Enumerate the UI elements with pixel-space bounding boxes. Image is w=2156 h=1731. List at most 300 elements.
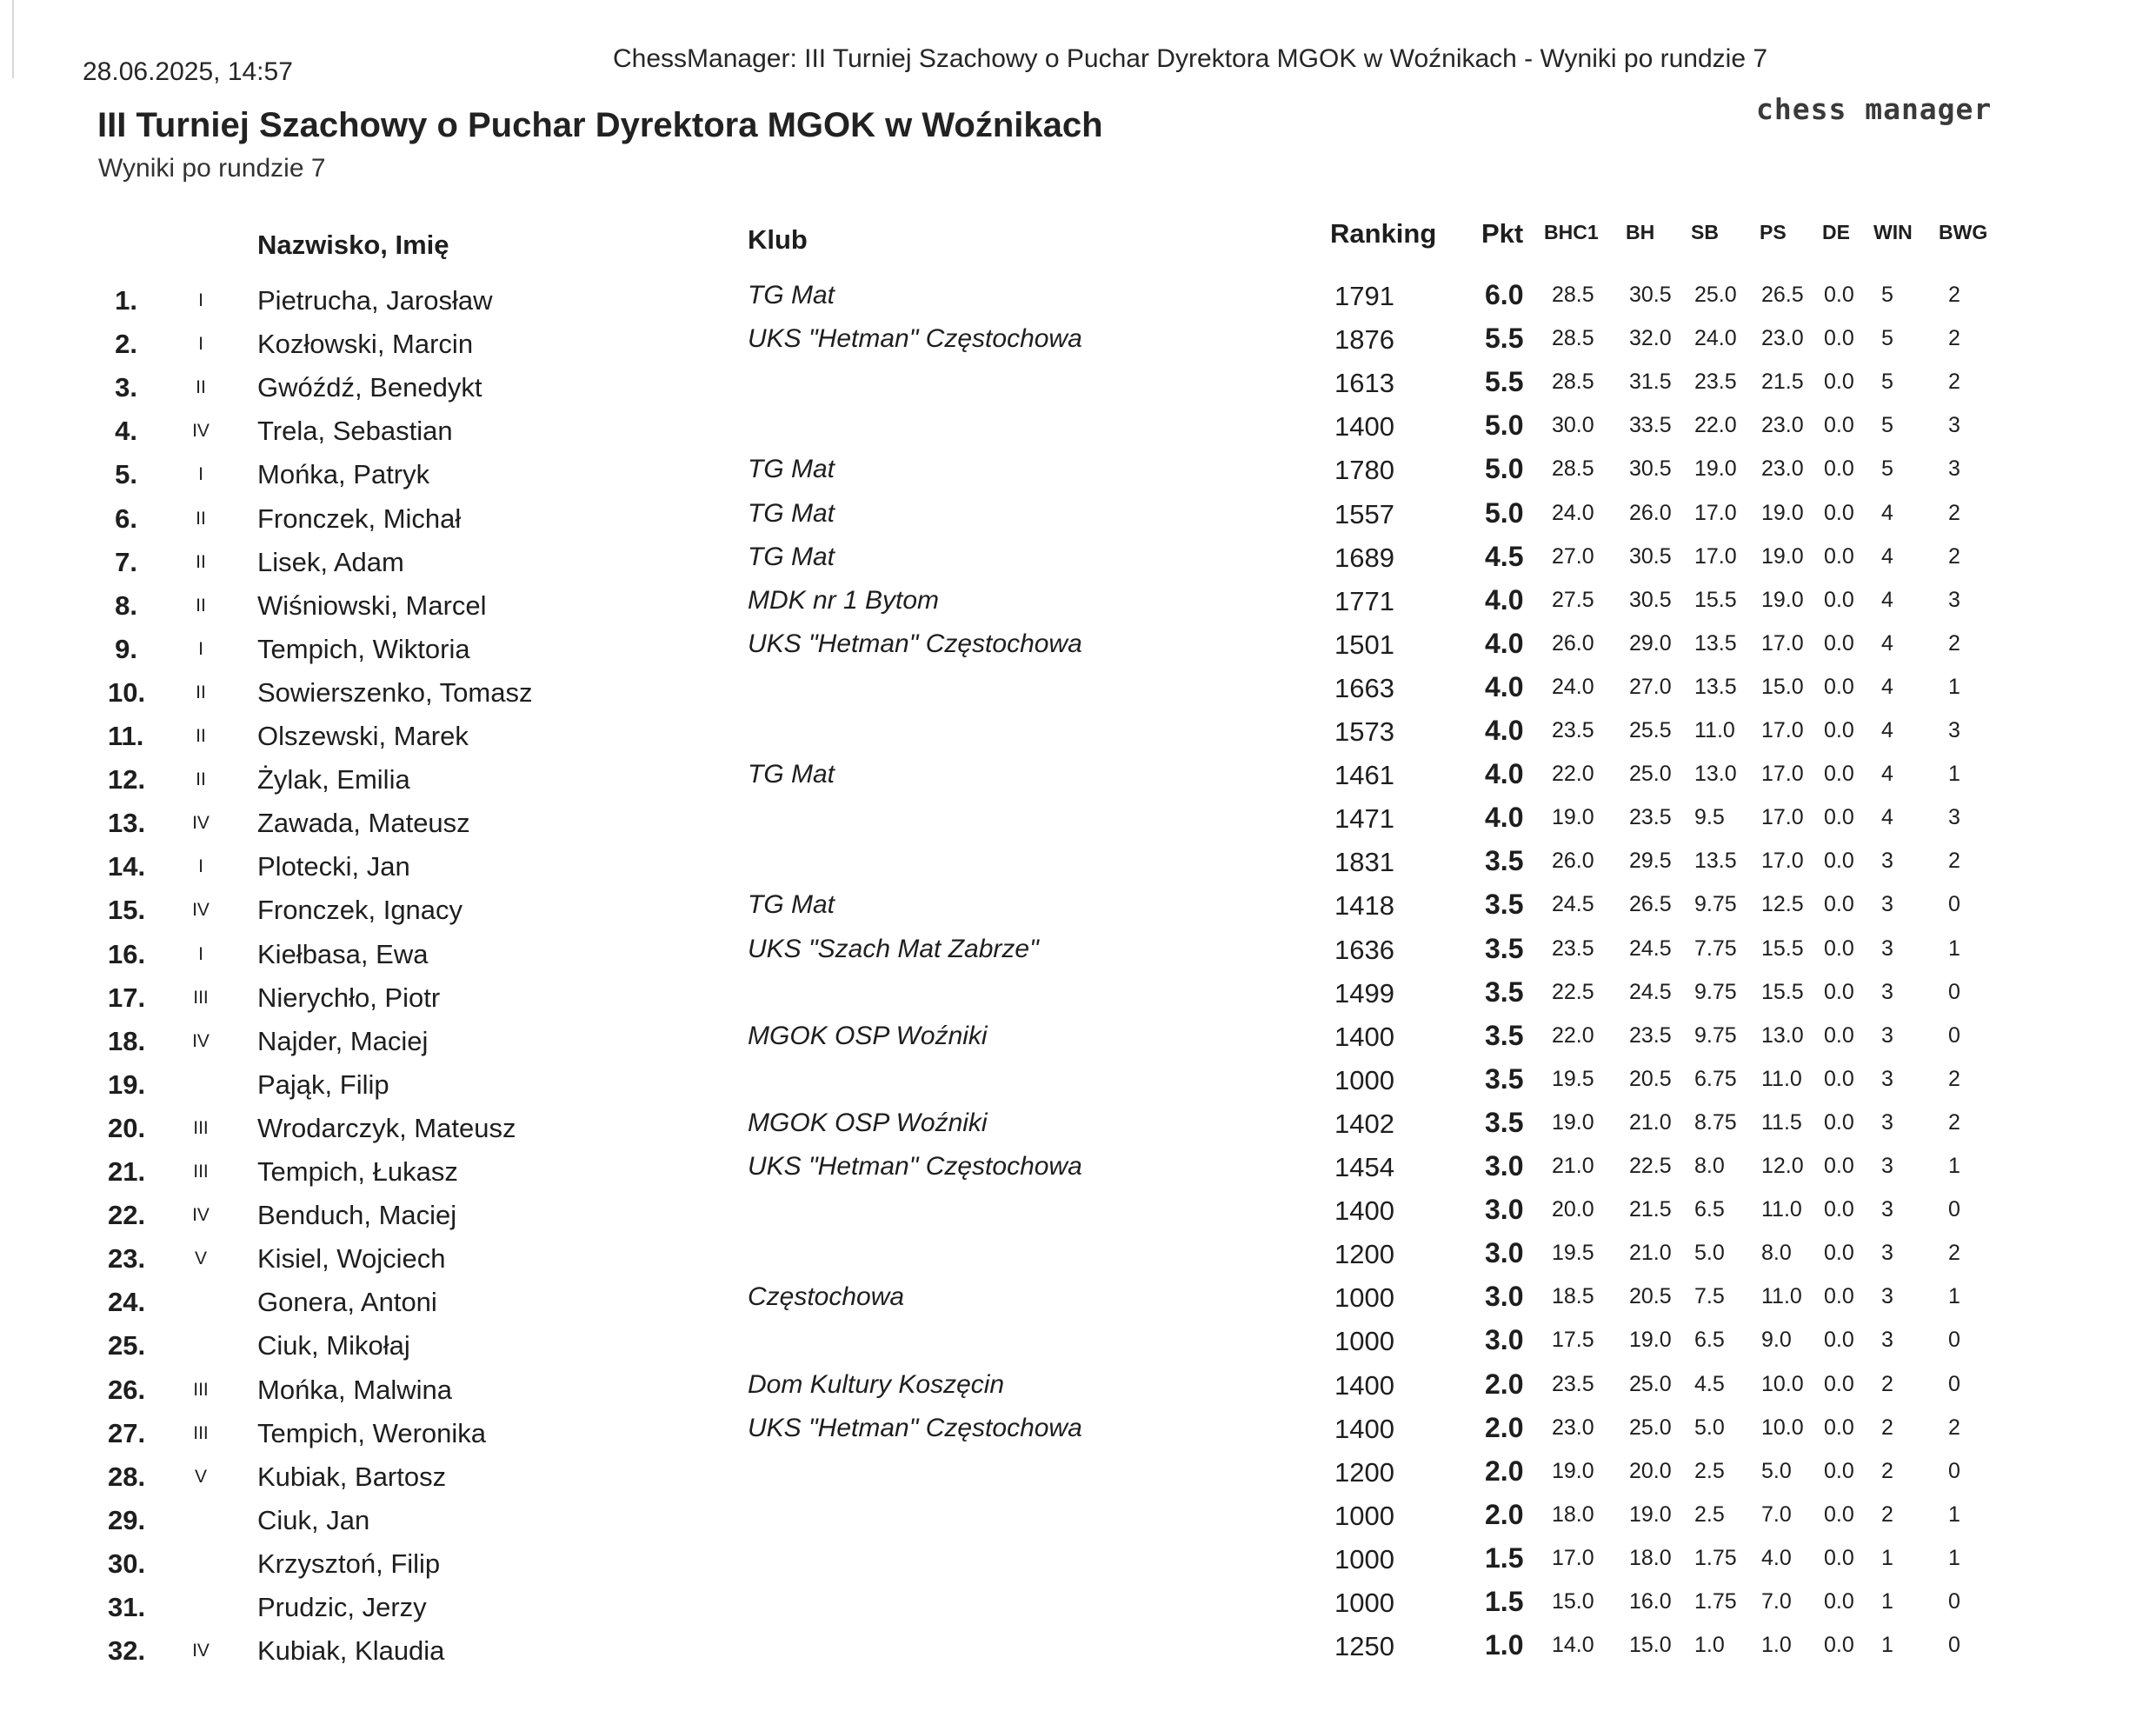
cell-bwg: 0 <box>1948 1328 1960 1353</box>
cell-win: 4 <box>1881 630 1893 656</box>
cell-rank: 1000 <box>1334 1500 1394 1531</box>
table-row <box>0 802 2156 851</box>
cell-place: 29. <box>108 1504 146 1535</box>
cell-club: UKS "Hetman" Częstochowa <box>748 1413 1082 1442</box>
cell-bhc1: 24.0 <box>1552 674 1594 699</box>
cell-pkt: 3.0 <box>1485 1281 1524 1313</box>
cell-bh: 33.5 <box>1629 413 1672 438</box>
cell-pkt: 4.0 <box>1485 583 1524 616</box>
cell-bh: 20.5 <box>1629 1066 1672 1091</box>
cell-pkt: 2.0 <box>1485 1368 1524 1400</box>
cell-bwg: 2 <box>1948 370 1960 395</box>
cell-bhc1: 18.0 <box>1552 1501 1594 1527</box>
cell-place: 15. <box>108 895 146 926</box>
cell-sb: 5.0 <box>1694 1415 1725 1440</box>
cell-place: 4. <box>115 416 137 447</box>
cell-bwg: 2 <box>1948 326 1960 351</box>
cell-pkt: 3.5 <box>1485 1062 1524 1095</box>
cell-ps: 7.0 <box>1761 1589 1792 1614</box>
cell-bhc1: 15.0 <box>1552 1589 1594 1614</box>
cell-win: 2 <box>1881 1415 1893 1440</box>
cell-bwg: 0 <box>1948 1633 1960 1658</box>
cell-ps: 7.0 <box>1761 1501 1792 1527</box>
cell-name: Wrodarczyk, Mateusz <box>257 1112 516 1143</box>
col-header-bh: BH <box>1626 221 1655 243</box>
cell-pkt: 5.0 <box>1485 496 1524 529</box>
cell-de: 0.0 <box>1824 674 1854 699</box>
cell-ps: 13.0 <box>1761 1022 1804 1048</box>
cell-bhc1: 22.5 <box>1552 979 1594 1004</box>
cell-cat: II <box>196 769 206 790</box>
cell-de: 0.0 <box>1824 1633 1854 1658</box>
cell-de: 0.0 <box>1824 762 1854 787</box>
cell-bhc1: 26.0 <box>1552 630 1594 656</box>
cell-de: 0.0 <box>1824 456 1854 482</box>
cell-win: 3 <box>1881 1022 1893 1048</box>
cell-cat: II <box>196 508 206 529</box>
table-row <box>0 627 2156 677</box>
cell-win: 4 <box>1881 718 1893 742</box>
cell-sb: 6.5 <box>1694 1197 1725 1222</box>
cell-de: 0.0 <box>1824 1371 1854 1396</box>
cell-bh: 24.5 <box>1629 935 1672 961</box>
cell-rank: 1402 <box>1334 1108 1394 1139</box>
cell-ps: 15.0 <box>1761 674 1804 699</box>
cell-bhc1: 18.5 <box>1552 1284 1594 1309</box>
cell-win: 2 <box>1881 1371 1893 1396</box>
table-row <box>0 1455 2156 1505</box>
cell-bh: 31.5 <box>1629 370 1672 395</box>
cell-bh: 30.5 <box>1629 543 1672 569</box>
cell-club: UKS "Hetman" Częstochowa <box>748 1152 1082 1181</box>
cell-pkt: 5.0 <box>1485 409 1524 442</box>
cell-name: Najder, Maciej <box>257 1025 429 1056</box>
cell-rank: 1200 <box>1334 1456 1394 1488</box>
cell-rank: 1791 <box>1334 281 1394 311</box>
cell-bh: 22.5 <box>1629 1154 1672 1178</box>
cell-sb: 1.75 <box>1694 1589 1737 1614</box>
cell-bh: 20.0 <box>1629 1458 1672 1483</box>
cell-bh: 27.0 <box>1629 674 1672 699</box>
cell-club: TG Mat <box>748 281 835 310</box>
table-row <box>0 1194 2156 1243</box>
cell-name: Sowierszenko, Tomasz <box>257 676 533 708</box>
col-header-ranking: Ranking <box>1330 218 1437 249</box>
cell-bh: 19.0 <box>1629 1328 1672 1353</box>
cell-win: 4 <box>1881 805 1893 830</box>
cell-ps: 26.5 <box>1761 283 1804 307</box>
cell-ps: 4.0 <box>1761 1545 1792 1570</box>
table-row <box>0 889 2156 938</box>
table-row <box>0 845 2156 895</box>
table-row <box>0 323 2156 372</box>
cell-cat: III <box>193 1422 209 1443</box>
cell-bwg: 2 <box>1948 1066 1960 1091</box>
cell-de: 0.0 <box>1824 1197 1854 1222</box>
cell-win: 4 <box>1881 500 1893 525</box>
cell-place: 31. <box>108 1592 146 1622</box>
cell-club: Częstochowa <box>748 1282 905 1312</box>
cell-bh: 25.5 <box>1629 718 1672 742</box>
cell-ps: 8.0 <box>1761 1241 1792 1266</box>
cell-de: 0.0 <box>1824 1458 1854 1483</box>
cell-win: 2 <box>1881 1458 1893 1483</box>
cell-bhc1: 22.0 <box>1552 1022 1594 1048</box>
cell-bwg: 2 <box>1948 543 1960 569</box>
cell-club: UKS "Hetman" Częstochowa <box>748 629 1082 658</box>
cell-place: 20. <box>108 1112 146 1143</box>
cell-ps: 17.0 <box>1761 805 1804 830</box>
cell-win: 5 <box>1881 456 1893 482</box>
cell-place: 24. <box>108 1287 146 1318</box>
cell-name: Fronczek, Michał <box>257 503 462 534</box>
cell-bhc1: 27.0 <box>1552 543 1594 569</box>
cell-ps: 10.0 <box>1761 1371 1804 1396</box>
cell-name: Żylak, Emilia <box>257 764 410 796</box>
table-row <box>0 715 2156 764</box>
cell-pkt: 1.0 <box>1485 1629 1524 1661</box>
cell-bh: 30.5 <box>1629 283 1672 307</box>
cell-bh: 24.5 <box>1629 979 1672 1004</box>
cell-win: 4 <box>1881 674 1893 699</box>
cell-bwg: 1 <box>1948 674 1960 699</box>
cell-bh: 21.0 <box>1629 1241 1672 1266</box>
cell-name: Plotecki, Jan <box>257 851 410 882</box>
cell-place: 18. <box>108 1025 146 1056</box>
cell-ps: 5.0 <box>1761 1458 1792 1483</box>
cell-sb: 15.5 <box>1694 587 1737 612</box>
cell-de: 0.0 <box>1824 979 1854 1004</box>
cell-bwg: 1 <box>1948 762 1960 787</box>
cell-pkt: 4.0 <box>1485 802 1524 834</box>
cell-ps: 23.0 <box>1761 413 1804 438</box>
cell-bwg: 0 <box>1948 1458 1960 1483</box>
cell-place: 26. <box>108 1374 146 1405</box>
cell-rank: 1000 <box>1334 1326 1394 1357</box>
cell-place: 6. <box>115 503 137 534</box>
cell-club: Dom Kultury Koszęcin <box>748 1369 1005 1399</box>
cell-place: 12. <box>108 764 146 796</box>
table-row <box>0 1150 2156 1200</box>
cell-sb: 4.5 <box>1694 1371 1725 1396</box>
cell-cat: IV <box>192 1641 210 1661</box>
cell-name: Pietrucha, Jarosław <box>257 285 493 316</box>
cell-cat: IV <box>192 900 210 921</box>
table-row <box>0 1629 2156 1679</box>
cell-cat: I <box>198 464 203 485</box>
cell-win: 3 <box>1881 1284 1893 1309</box>
cell-ps: 17.0 <box>1761 849 1804 874</box>
cell-win: 4 <box>1881 543 1893 569</box>
cell-pkt: 2.0 <box>1485 1455 1524 1487</box>
cell-bwg: 3 <box>1948 805 1960 830</box>
cell-bh: 19.0 <box>1629 1501 1672 1527</box>
cell-ps: 12.0 <box>1761 1154 1804 1178</box>
cell-bwg: 3 <box>1948 456 1960 482</box>
table-row <box>0 453 2156 503</box>
print-page-title: ChessManager: III Turniej Szachowy o Puchar Dyrektora MGOK w Woźnikach - Wyniki po rundzie 7 <box>613 44 1768 73</box>
cell-ps: 11.5 <box>1761 1109 1802 1135</box>
cell-bwg: 1 <box>1948 1284 1960 1309</box>
cell-sb: 6.75 <box>1694 1066 1737 1091</box>
cell-club: TG Mat <box>748 760 835 789</box>
cell-place: 22. <box>108 1200 146 1231</box>
cell-bwg: 0 <box>1948 1022 1960 1048</box>
cell-sb: 1.75 <box>1694 1545 1737 1570</box>
cell-name: Gonera, Antoni <box>257 1287 437 1318</box>
cell-pkt: 5.5 <box>1485 323 1524 355</box>
cell-de: 0.0 <box>1824 1284 1854 1309</box>
cell-bhc1: 14.0 <box>1552 1633 1594 1658</box>
table-row <box>0 1281 2156 1330</box>
cell-cat: III <box>193 1117 209 1138</box>
cell-cat: IV <box>192 813 210 834</box>
cell-bwg: 2 <box>1948 1109 1960 1135</box>
cell-bwg: 2 <box>1948 1241 1960 1266</box>
cell-ps: 21.5 <box>1761 370 1804 395</box>
cell-bwg: 0 <box>1948 1589 1960 1614</box>
cell-bhc1: 23.0 <box>1552 1415 1594 1440</box>
cell-bwg: 0 <box>1948 1197 1960 1222</box>
cell-sb: 5.0 <box>1694 1241 1725 1266</box>
cell-de: 0.0 <box>1824 543 1854 569</box>
cell-sb: 7.75 <box>1694 935 1737 961</box>
cell-pkt: 2.0 <box>1485 1411 1524 1443</box>
cell-sb: 6.5 <box>1694 1328 1725 1353</box>
cell-pkt: 1.5 <box>1485 1586 1524 1617</box>
cell-cat: I <box>198 943 203 964</box>
cell-win: 4 <box>1881 587 1893 612</box>
cell-name: Kubiak, Klaudia <box>257 1635 445 1667</box>
cell-place: 7. <box>115 546 137 577</box>
cell-pkt: 3.5 <box>1485 932 1524 964</box>
cell-rank: 1501 <box>1334 629 1394 660</box>
cell-win: 3 <box>1881 1328 1893 1353</box>
cell-pkt: 4.0 <box>1485 627 1524 659</box>
cell-de: 0.0 <box>1824 413 1854 438</box>
cell-cat: II <box>196 595 206 616</box>
cell-sb: 9.5 <box>1694 805 1725 830</box>
cell-sb: 2.5 <box>1694 1501 1725 1527</box>
cell-rank: 1831 <box>1334 847 1394 878</box>
cell-rank: 1557 <box>1334 498 1394 529</box>
cell-bwg: 0 <box>1948 979 1960 1004</box>
cell-bwg: 2 <box>1948 1415 1960 1440</box>
cell-name: Krzysztoń, Filip <box>257 1548 441 1579</box>
cell-win: 3 <box>1881 1154 1893 1178</box>
cell-rank: 1573 <box>1334 716 1394 747</box>
table-row <box>0 1498 2156 1548</box>
cell-win: 1 <box>1881 1633 1893 1658</box>
cell-pkt: 3.5 <box>1485 889 1524 921</box>
cell-bh: 26.5 <box>1629 892 1672 917</box>
cell-rank: 1250 <box>1334 1631 1394 1662</box>
cell-rank: 1200 <box>1334 1239 1394 1270</box>
cell-ps: 1.0 <box>1761 1633 1792 1658</box>
cell-club: UKS "Hetman" Częstochowa <box>748 324 1082 354</box>
cell-rank: 1876 <box>1334 324 1394 356</box>
cell-de: 0.0 <box>1824 500 1854 525</box>
cell-bh: 25.0 <box>1629 762 1672 787</box>
cell-place: 30. <box>108 1548 146 1579</box>
table-row <box>0 1237 2156 1287</box>
col-header-pkt: Pkt <box>1481 218 1524 249</box>
cell-pkt: 3.0 <box>1485 1150 1524 1182</box>
cell-bh: 25.0 <box>1629 1371 1672 1396</box>
cell-pkt: 3.5 <box>1485 975 1524 1008</box>
cell-cat: V <box>194 1466 207 1487</box>
cell-bhc1: 19.0 <box>1552 805 1594 830</box>
cell-cat: II <box>196 682 206 702</box>
cell-de: 0.0 <box>1824 1241 1854 1266</box>
cell-place: 9. <box>115 633 137 664</box>
cell-bwg: 2 <box>1948 630 1960 656</box>
cell-ps: 10.0 <box>1761 1415 1804 1440</box>
cell-sb: 17.0 <box>1694 543 1737 569</box>
cell-pkt: 3.5 <box>1485 845 1524 877</box>
cell-win: 2 <box>1881 1501 1893 1527</box>
cell-bh: 18.0 <box>1629 1545 1672 1570</box>
cell-name: Fronczek, Ignacy <box>257 895 463 926</box>
cell-bh: 21.5 <box>1629 1197 1672 1222</box>
cell-bh: 32.0 <box>1629 326 1672 351</box>
cell-de: 0.0 <box>1824 1415 1854 1440</box>
cell-sb: 13.5 <box>1694 849 1737 874</box>
cell-bhc1: 24.5 <box>1552 892 1594 917</box>
cell-cat: II <box>196 377 206 398</box>
cell-place: 25. <box>108 1330 146 1361</box>
cell-rank: 1771 <box>1334 585 1394 616</box>
cell-win: 3 <box>1881 892 1893 917</box>
cell-bh: 15.0 <box>1629 1633 1672 1658</box>
cell-bh: 30.5 <box>1629 587 1672 612</box>
cell-bwg: 0 <box>1948 892 1960 917</box>
cell-pkt: 4.0 <box>1485 670 1524 702</box>
cell-rank: 1689 <box>1334 542 1394 573</box>
cell-de: 0.0 <box>1824 935 1854 961</box>
cell-place: 10. <box>108 676 146 708</box>
cell-rank: 1400 <box>1334 1195 1394 1227</box>
cell-cat: II <box>196 726 206 746</box>
cell-name: Wiśniowski, Marcel <box>257 589 487 621</box>
cell-bwg: 2 <box>1948 500 1960 525</box>
cell-pkt: 3.0 <box>1485 1324 1524 1356</box>
cell-ps: 23.0 <box>1761 456 1804 482</box>
col-header-de: DE <box>1822 221 1850 243</box>
cell-place: 28. <box>108 1461 146 1492</box>
cell-rank: 1461 <box>1334 760 1394 791</box>
cell-rank: 1636 <box>1334 934 1394 965</box>
cell-pkt: 4.0 <box>1485 758 1524 790</box>
table-row <box>0 932 2156 982</box>
table-row <box>0 1324 2156 1374</box>
cell-cat: III <box>193 1379 209 1400</box>
cell-ps: 15.5 <box>1761 979 1804 1004</box>
col-header-win: WIN <box>1873 221 1913 243</box>
cell-win: 5 <box>1881 370 1893 395</box>
cell-pkt: 6.0 <box>1485 279 1524 310</box>
cell-sb: 9.75 <box>1694 979 1737 1004</box>
cell-win: 3 <box>1881 1066 1893 1091</box>
cell-ps: 17.0 <box>1761 630 1804 656</box>
scan-edge-mark <box>12 0 14 78</box>
cell-cat: I <box>198 638 203 659</box>
cell-bwg: 1 <box>1948 1545 1960 1570</box>
cell-rank: 1400 <box>1334 1413 1394 1444</box>
cell-win: 5 <box>1881 283 1893 307</box>
cell-sb: 11.0 <box>1694 718 1735 742</box>
table-row <box>0 1062 2156 1113</box>
cell-rank: 1000 <box>1334 1064 1394 1095</box>
cell-name: Zawada, Mateusz <box>257 808 470 839</box>
cell-name: Tempich, Wiktoria <box>257 633 470 664</box>
col-header-sb: SB <box>1691 221 1719 243</box>
cell-bh: 26.0 <box>1629 500 1672 525</box>
cell-cat: IV <box>192 1030 210 1051</box>
cell-name: Mońka, Patryk <box>257 459 430 490</box>
cell-ps: 19.0 <box>1761 500 1804 525</box>
cell-pkt: 1.5 <box>1485 1541 1524 1574</box>
table-row <box>0 409 2156 459</box>
cell-bwg: 3 <box>1948 413 1960 438</box>
cell-pkt: 3.5 <box>1485 1106 1524 1138</box>
table-row <box>0 1019 2156 1069</box>
cell-de: 0.0 <box>1824 630 1854 656</box>
cell-ps: 11.0 <box>1761 1284 1802 1309</box>
cell-bhc1: 19.0 <box>1552 1109 1594 1135</box>
cell-rank: 1418 <box>1334 890 1394 922</box>
cell-cat: I <box>198 290 203 310</box>
cell-place: 11. <box>108 721 144 751</box>
cell-de: 0.0 <box>1824 718 1854 742</box>
cell-club: UKS "Szach Mat Zabrze" <box>748 934 1039 963</box>
cell-place: 32. <box>108 1635 146 1667</box>
cell-bwg: 1 <box>1948 1501 1960 1527</box>
cell-de: 0.0 <box>1824 1328 1854 1353</box>
cell-cat: III <box>193 987 209 1008</box>
cell-club: TG Mat <box>748 498 835 528</box>
cell-bhc1: 28.5 <box>1552 283 1594 307</box>
cell-name: Pająk, Filip <box>257 1069 389 1100</box>
cell-de: 0.0 <box>1824 587 1854 612</box>
cell-de: 0.0 <box>1824 1022 1854 1048</box>
cell-sb: 9.75 <box>1694 1022 1737 1048</box>
cell-cat: II <box>196 551 206 572</box>
cell-name: Ciuk, Jan <box>257 1504 370 1535</box>
cell-sb: 13.5 <box>1694 630 1737 656</box>
cell-place: 19. <box>108 1069 146 1100</box>
cell-place: 13. <box>108 808 146 839</box>
cell-cat: IV <box>192 421 210 442</box>
cell-place: 14. <box>108 851 146 882</box>
cell-bhc1: 19.5 <box>1552 1066 1594 1091</box>
cell-name: Kubiak, Bartosz <box>257 1461 447 1492</box>
cell-place: 16. <box>108 938 146 969</box>
cell-de: 0.0 <box>1824 805 1854 830</box>
cell-bhc1: 19.0 <box>1552 1458 1594 1483</box>
cell-bwg: 3 <box>1948 718 1960 742</box>
cell-name: Olszewski, Marek <box>257 721 469 751</box>
cell-sb: 13.0 <box>1694 762 1737 787</box>
table-row <box>0 279 2156 329</box>
cell-name: Kozłowski, Marcin <box>257 329 474 360</box>
cell-club: MGOK OSP Woźniki <box>748 1108 988 1137</box>
cell-rank: 1613 <box>1334 368 1394 399</box>
cell-sb: 8.75 <box>1694 1109 1737 1135</box>
tournament-subtitle: Wyniki po rundzie 7 <box>98 154 326 183</box>
cell-cat: I <box>198 334 203 355</box>
cell-de: 0.0 <box>1824 1545 1854 1570</box>
